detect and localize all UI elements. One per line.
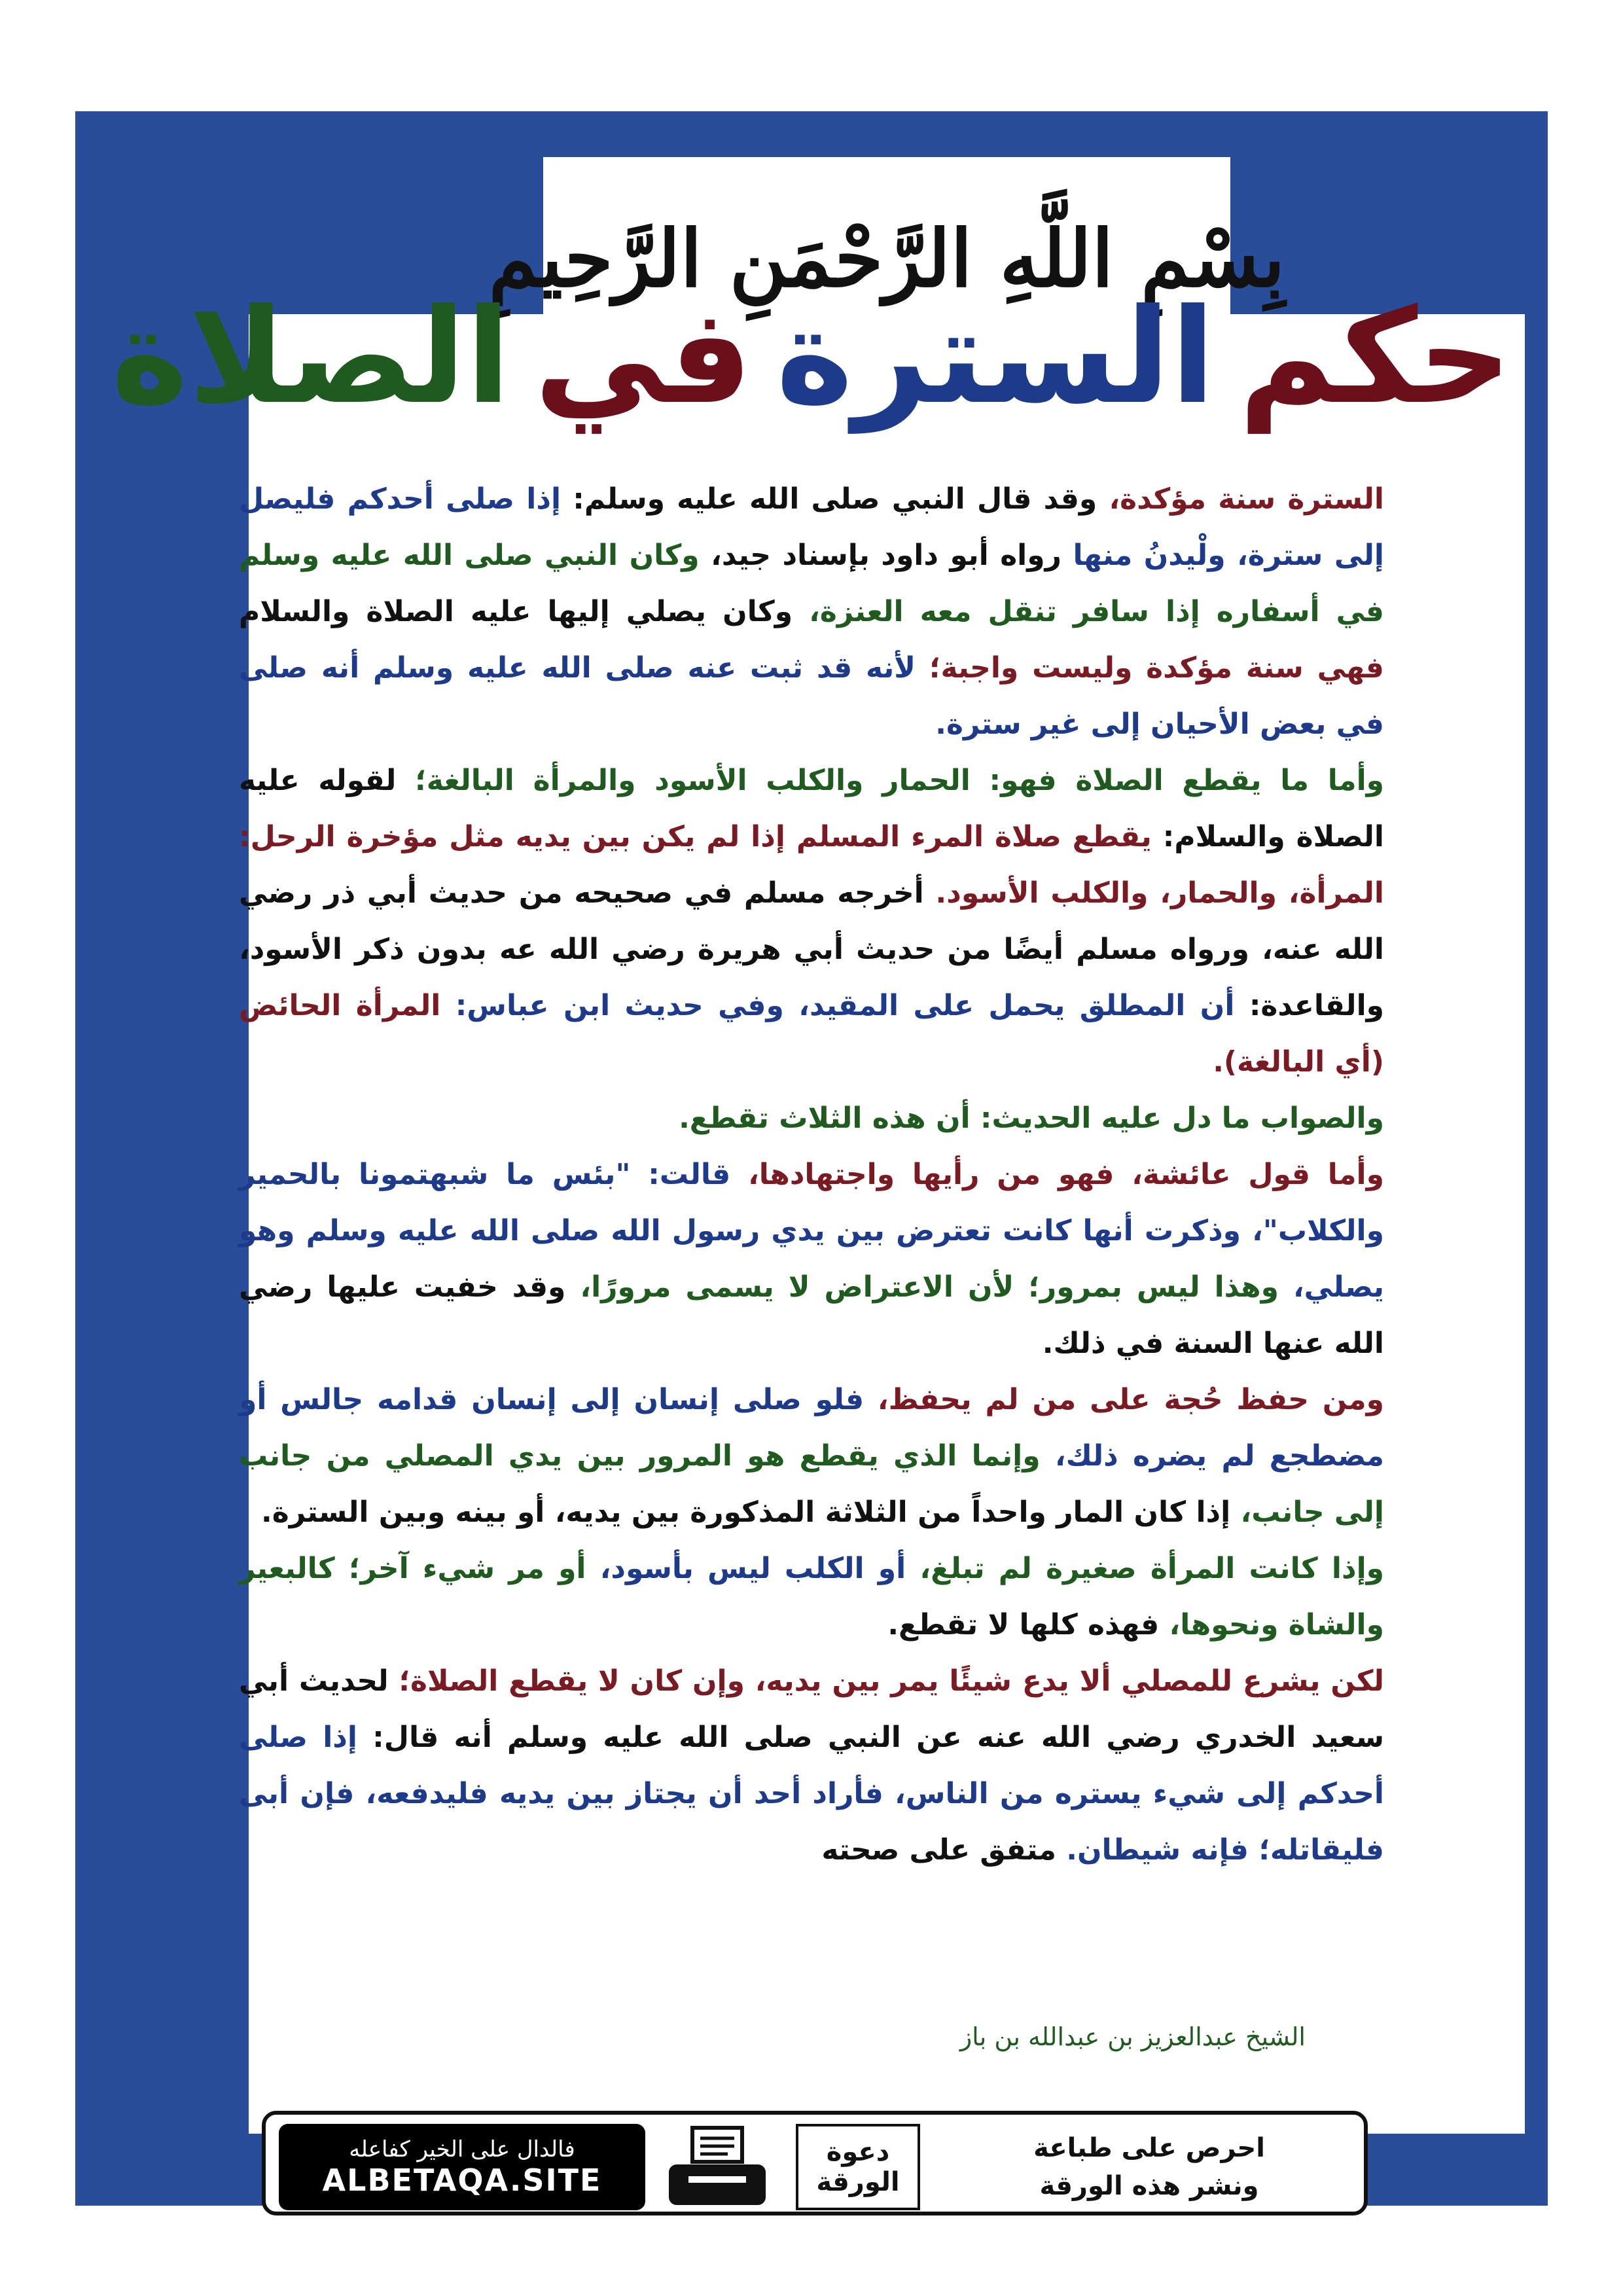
text-segment: يقطع صلاة المرء المسلم إذا لم يكن بين يديه مثل مؤخرة الرحل: المرأة، والحمار، والكلب الأسود. xyxy=(239,820,1384,910)
text-segment: فلو صلى إنسان إلى إنسان قدامه جالس أو مضطجع لم يضره ذلك، xyxy=(239,1383,1384,1473)
text-segment: فهذه كلها لا تقطع. xyxy=(887,1608,1160,1641)
title-word-4: الصلاة xyxy=(111,280,511,433)
paragraph xyxy=(239,1372,1384,1541)
text-segment: إذا صلى أحدكم فليصل إلى سترة، ولْيدنُ منها xyxy=(239,482,1384,572)
text-segment: وقد قال النبي صلى الله عليه وسلم: xyxy=(561,482,1097,516)
text-segment: قالت: "بئس ما شبهتمونا بالحمير والكلاب"، وذكرت أنها كانت تعترض بين يدي رسول الله صلى الله عليه وسلم وهو يصلي، xyxy=(239,1158,1385,1304)
text-segment: رواه أبو داود بإسناد جيد، xyxy=(699,539,1061,572)
text-segment: أو مر شيء آخر؛ كالبعير والشاة ونحوها، xyxy=(239,1552,1384,1641)
paragraph xyxy=(239,1090,1384,1147)
text-segment: وإذا كانت المرأة صغيرة لم تبلغ، xyxy=(906,1552,1384,1585)
site-slogan: فالدال على الخير كفاعله xyxy=(349,2136,575,2162)
text-segment: وقد خفيت عليها رضي الله عنها السنة في ذلك. xyxy=(239,1270,1384,1360)
cta-line-1: احرص على طباعة xyxy=(1033,2133,1265,2163)
page-title xyxy=(111,275,1512,439)
title-word-3: في xyxy=(534,280,753,433)
site-url: ALBETAQA.SITE xyxy=(322,2162,602,2198)
printer-icon xyxy=(665,2125,770,2210)
paragraph xyxy=(239,1541,1384,1653)
paragraph xyxy=(239,753,1384,1090)
dawa-logo xyxy=(796,2124,920,2210)
text-segment: أو الكلب ليس بأسود، xyxy=(586,1552,906,1585)
print-call-to-action xyxy=(946,2124,1352,2210)
text-segment: وكان يصلي إليها عليه الصلاة والسلام xyxy=(239,595,793,628)
text-segment: لأنه قد ثبت عنه صلى الله عليه وسلم أنه صلى في بعض الأحيان إلى غير سترة. xyxy=(239,651,1384,741)
logo-line-2: الورقة xyxy=(816,2167,900,2197)
text-segment: وهذا ليس بمرور؛ لأن الاعتراض لا يسمى مرورًا، xyxy=(565,1270,1279,1304)
text-segment: متفق على صحته xyxy=(821,1833,1056,1867)
title-word-1: حكم xyxy=(1238,280,1512,433)
footer-banner xyxy=(262,2111,1368,2215)
logo-line-1: دعوة xyxy=(826,2137,890,2167)
text-segment: ومن حفظ حُجة على من لم يحفظ، xyxy=(864,1383,1384,1416)
text-segment: المرأة الحائض (أي البالغة). xyxy=(239,989,1384,1079)
text-segment: أن المطلق يحمل على المقيد، وفي حديث ابن عباس: xyxy=(440,989,1235,1022)
text-segment: وإنما الذي يقطع هو المرور بين يدي المصلي من جانب إلى جانب، xyxy=(239,1439,1384,1529)
text-segment: لحديث أبي سعيد الخدري رضي الله عنه عن النبي صلى الله عليه وسلم أنه قال: xyxy=(239,1664,1384,1754)
text-segment: وكان النبي صلى الله عليه وسلم في أسفاره إذا سافر تنقل معه العنزة، xyxy=(239,539,1384,628)
basmala-calligraphy: بِسْمِ اللَّهِ الرَّحْمَنِ الرَّحِيمِ xyxy=(488,212,1285,305)
cta-line-2: ونشر هذه الورقة xyxy=(1039,2171,1259,2201)
title-word-2: السترة xyxy=(776,280,1215,433)
text-segment: لكن يشرع للمصلي ألا يدع شيئًا يمر بين يديه، وإن كان لا يقطع الصلاة؛ xyxy=(388,1664,1384,1698)
text-segment: وأما ما يقطع الصلاة فهو: الحمار والكلب الأسود والمرأة البالغة؛ xyxy=(396,764,1384,797)
text-segment: إذا صلى أحدكم إلى شيء يستره من الناس، فأراد أحد أن يجتاز بين يديه فليدفعه، فإن أبى فليقاتله؛ فإنه شيطان. xyxy=(239,1721,1384,1867)
text-segment: أخرجه مسلم في صحيحه من حديث أبي ذر رضي الله عنه، ورواه مسلم أيضًا من حديث أبي هريرة رضي الله عه بدون ذكر الأسود، والقاعدة: xyxy=(239,876,1384,1022)
article-body xyxy=(239,471,1384,2016)
site-badge xyxy=(279,2124,645,2210)
paragraph xyxy=(239,471,1384,753)
text-segment: وأما قول عائشة، فهو من رأيها واجتهادها، xyxy=(730,1158,1384,1191)
text-segment: لقوله عليه الصلاة والسلام: xyxy=(239,764,1384,853)
author-attribution: الشيخ عبدالعزيز بن عبدالله بن باز xyxy=(959,2022,1306,2051)
text-segment: إذا كان المار واحداً من الثلاثة المذكورة بين يديه، أو بينه وبين السترة. xyxy=(261,1496,1231,1529)
paragraph xyxy=(239,1147,1384,1372)
text-segment: فهي سنة مؤكدة وليست واجبة؛ xyxy=(916,651,1384,685)
paragraph xyxy=(239,1653,1384,1878)
text-segment: والصواب ما دل عليه الحديث: أن هذه الثلاث تقطع. xyxy=(679,1102,1384,1135)
text-segment: السترة سنة مؤكدة، xyxy=(1097,482,1385,516)
